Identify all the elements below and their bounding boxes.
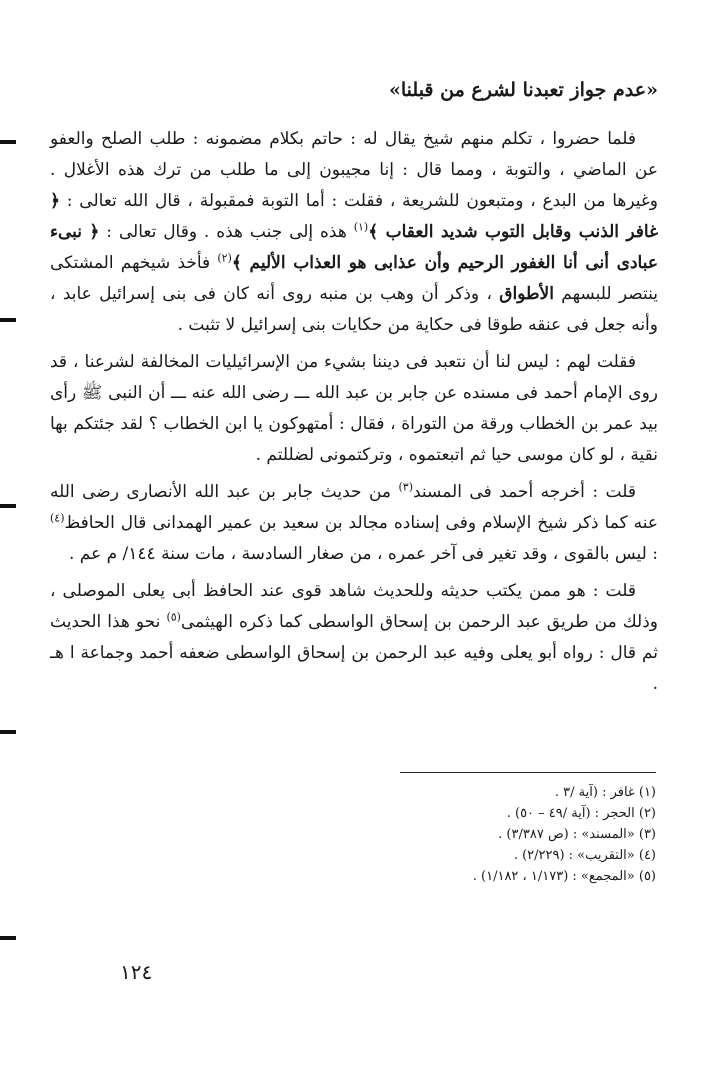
margin-mark [0, 318, 16, 322]
quran-quote: ﴿ نبىء عبادى أنى أنا الغفور الرحيم وأن عذابى هو العذاب الأليم ﴾ [50, 222, 658, 273]
margin-mark [0, 730, 16, 734]
footnote-1: (١) غافر : (آية /٣ . [554, 785, 656, 800]
footnote-2: (٢) الحجر : (آية /٤٩ – ٥٠) . [506, 806, 656, 821]
footnote-ref: (٣) [398, 480, 413, 494]
text-run: قلت : هو ممن يكتب حديثه وللحديث شاهد قوى عند الحافظ أبى يعلى الموصلى ، وذلك من طريق عبد الرحمن بن إسحاق الواسطى كما ذكره الهيثمى [50, 581, 658, 632]
text-run: : ليس بالقوى ، وقد تغير فى آخر عمره ، من صغار السادسة ، مات سنة ١٤٤/ م عم . [68, 544, 658, 564]
page-number: ١٢٤ [120, 960, 153, 984]
quran-quote: ﴿ غافر الذنب وقابل التوب شديد العقاب ﴾ [50, 191, 658, 242]
footnote-ref: (١) [353, 220, 369, 234]
footnote-4: (٤) «التقريب» : (٢/٢٢٩) . [513, 848, 656, 863]
footnotes [236, 782, 656, 887]
margin-mark [0, 504, 16, 508]
margin-mark [0, 140, 16, 144]
section-heading: «عدم جواز تعبدنا لشرع من قبلنا» [389, 79, 658, 101]
main-text [50, 124, 658, 706]
text-run: نحو هذا الحديث ثم قال : رواه أبو يعلى وفيه عبد الرحمن بن إسحاق الواسطى ضعفه أحمد وجماعة ا هـ . [50, 612, 658, 694]
footnote-ref: (٤) [50, 511, 65, 525]
text-run: ، وذكر أن وهب بن منبه روى أنه كان فى بنى إسرائيل عابد ، وأنه جعل فى عنقه طوقا فى حكاية من حكايات بنى إسرائيل لا تثبت . [50, 284, 658, 335]
text-run: هذه إلى جنب هذه . وقال تعالى : [99, 222, 354, 242]
paragraph-2 [50, 347, 658, 471]
footnote-3: (٣) «المسند» : (ص ٣/٣٨٧) . [498, 827, 656, 842]
text-run: فأخذ شيخهم المشتكى ينتصر للبسهم [50, 253, 658, 304]
quran-quote: الأطواق [499, 284, 554, 304]
text-run: قلت : أخرجه أحمد فى المسند [413, 482, 636, 502]
paragraph-4 [50, 576, 658, 700]
footnote-separator [400, 772, 656, 773]
paragraph-1 [50, 124, 658, 341]
paragraph-3 [50, 477, 658, 570]
text-run: فلما حضروا ، تكلم منهم شيخ يقال له : حاتم بكلام مضمونه : طلب الصلح والعفو عن الماضي ، والتوبة ، ومما قال : إنا مجيبون إلى ما طلب من ترك هذه الأغلال . وغيرها من البدع ، ومتبعون للشريعة ، فقلت : أما التوبة فمقبولة ، قال الله تعالى : [50, 129, 658, 211]
margin-mark [0, 936, 16, 940]
footnote-ref: (٥) [166, 610, 181, 624]
text-run: من حديث جابر بن عبد الله الأنصارى رضى الله عنه كما ذكر شيخ الإسلام وفى إسناده مجالد بن سعيد بن عمير الهمدانى قال الحافظ [50, 482, 658, 533]
text-run: فقلت لهم : ليس لنا أن نتعبد فى ديننا بشيء من الإسرائيليات المخالفة لشرعنا ، قد روى الإمام أحمد فى مسنده عن جابر بن عبد الله ـــ رضى الله عنه ـــ أن النبى ﷺ رأى بيد عمر بن الخطاب ورقة من التوراة ، فقال : أمتهوكون يا ابن الخطاب ؟ لقد جئتكم بها نقية ، لو كان موسى حيا ثم اتبعتموه ، وتركتمونى لضللتم . [50, 352, 658, 465]
footnote-ref: (٢) [217, 251, 232, 265]
footnote-5: (٥) «المجمع» : (١/١٧٣ ، ١/١٨٢) . [472, 869, 656, 884]
